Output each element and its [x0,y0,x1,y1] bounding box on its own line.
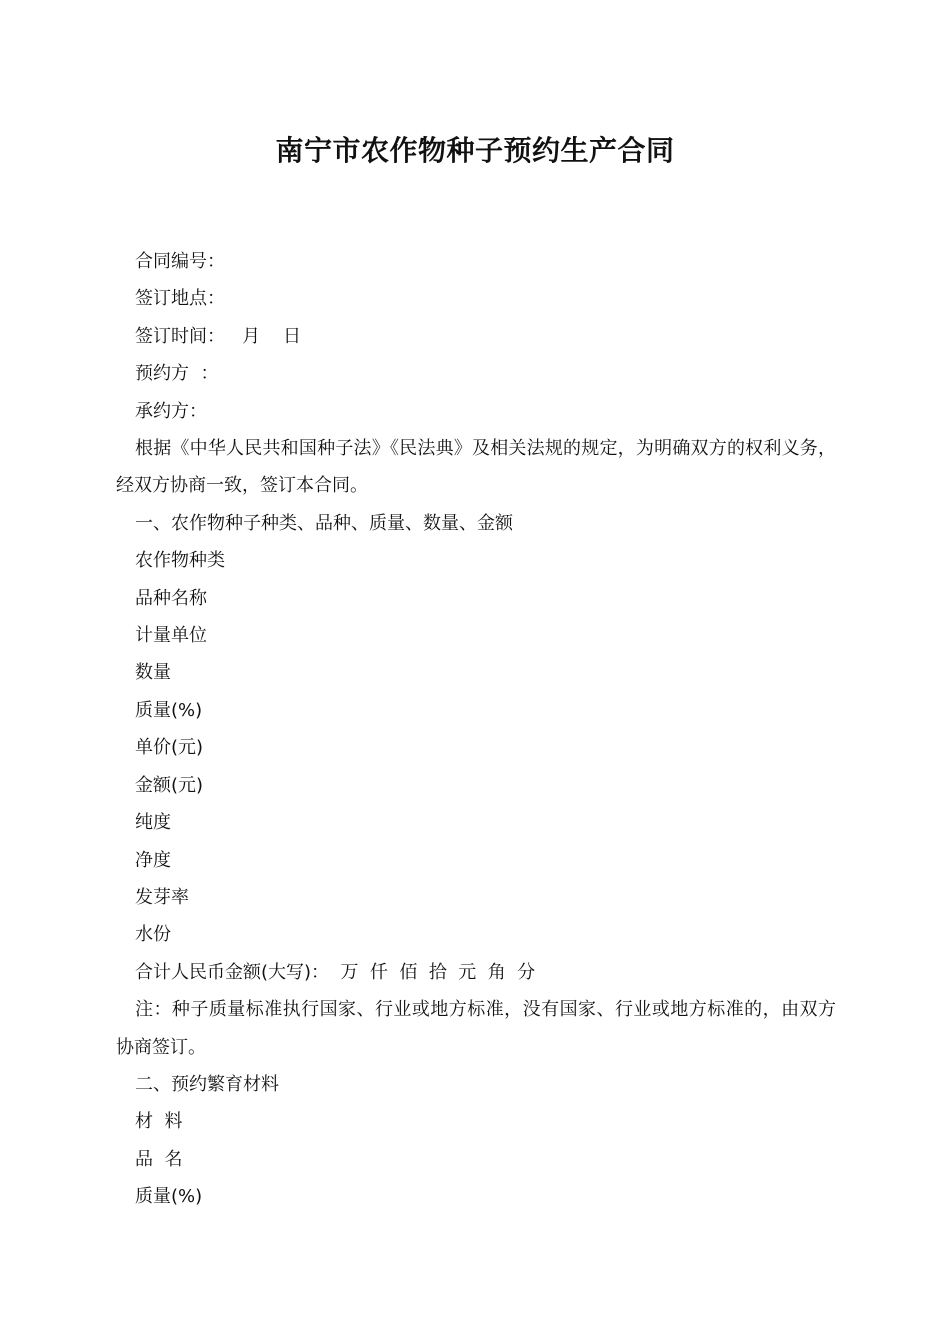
product-name-line: 品 名 [135,1148,183,1170]
variety-name-line: 品种名称 [135,587,207,609]
contract-number-line: 合同编号： [135,251,225,272]
germination-rate-line: 发芽率 [135,886,189,908]
preamble-paragraph: 根据《中华人民共和国种子法》《民法典》及相关法规的规定，为明确双方的权利义务，经双方协商一致，签订本合同。 [116,438,836,497]
amount-line: 金额(元) [135,774,204,796]
total-amount-line: 合计人民币金额(大写)： 万 仟 佰 拾 元 角 分 [135,961,536,983]
quantity-line: 数量 [135,662,171,684]
purity-line: 纯度 [135,812,171,834]
signing-place-line: 签订地点： [135,288,225,310]
crop-type-line: 农作物种类 [135,550,225,572]
reserving-party-line: 预约方 ： [135,363,219,385]
moisture-line: 水份 [135,924,171,946]
unit-price-line: 单价(元) [135,737,204,759]
material-line: 材 料 [135,1111,183,1133]
document-title: 南宁市农作物种子预约生产合同 [275,134,675,167]
quality-line: 质量(%) [135,699,203,721]
section-2-heading: 二、预约繁育材料 [135,1073,279,1095]
note-paragraph: 注：种子质量标准执行国家、行业或地方标准，没有国家、行业或地方标准的，由双方协商签订。 [116,999,836,1058]
document-body [116,243,836,1216]
contracting-party-line: 承约方： [135,400,207,422]
section-1-heading: 一、农作物种子种类、品种、质量、数量、金额 [135,512,513,534]
signing-time-line: 签订时间： 月 日 [135,325,302,347]
material-quality-line: 质量(%) [135,1186,203,1208]
unit-line: 计量单位 [135,625,207,647]
cleanliness-line: 净度 [135,849,171,871]
